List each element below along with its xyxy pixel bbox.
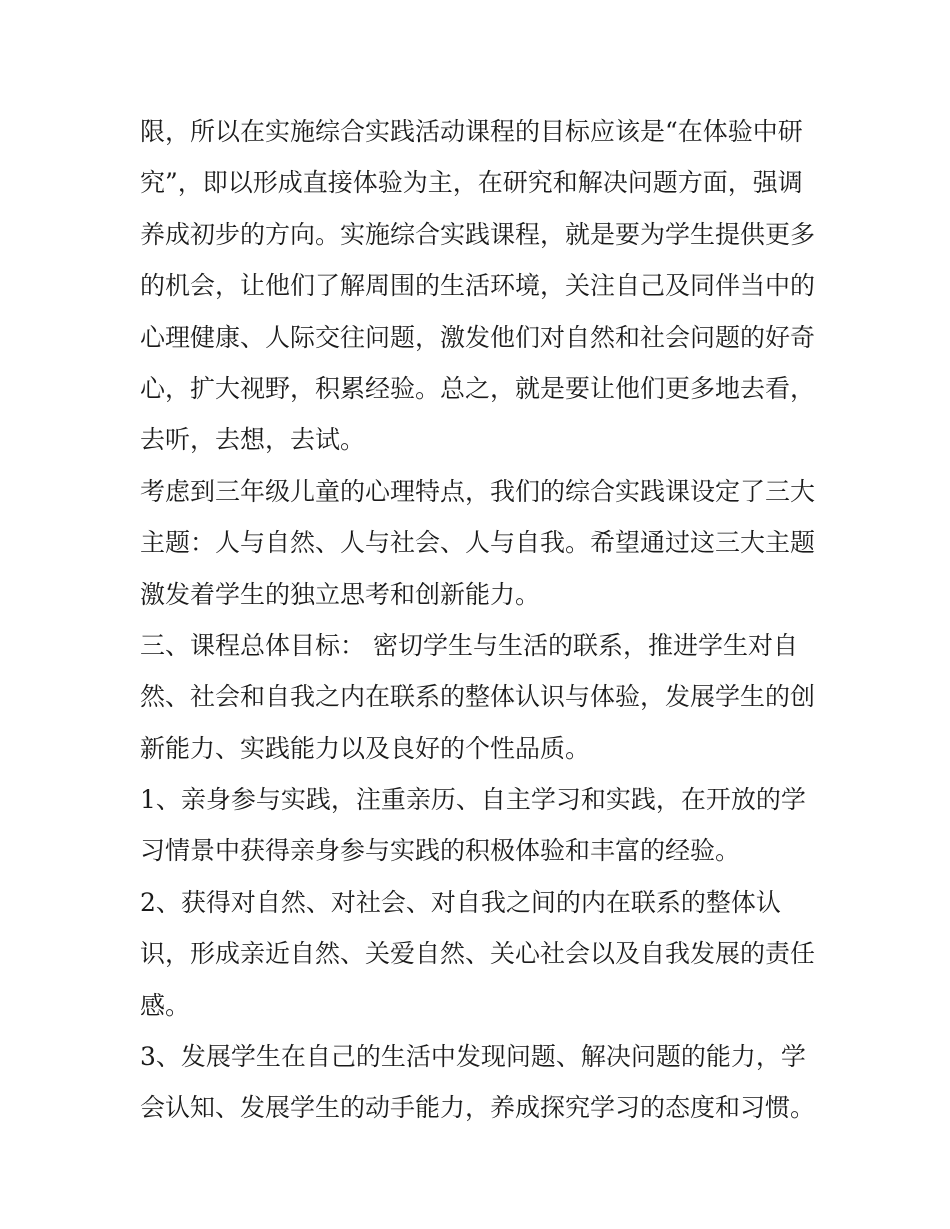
text-line: 主题：人与自然、人与社会、人与自我。希望通过这三大主题 (140, 528, 816, 558)
text-line: 激发着学生的独立思考和创新能力。 (140, 579, 541, 609)
paragraph-overall-objectives (140, 620, 820, 774)
text-line: 养成初步的方向。实施综合实践课程，就是要为学生提供更多 (140, 219, 816, 249)
paragraph-course-goal-explanation (140, 106, 820, 466)
text-line: 然、社会和自我之内在联系的整体认识与体验，发展学生的创 (140, 682, 816, 712)
list-item-objective-1 (140, 774, 820, 877)
text-line: 习情景中获得亲身参与实践的积极体验和丰富的经验。 (140, 836, 741, 866)
paragraph-three-themes (140, 466, 820, 620)
text-line: 去听，去想，去试。 (140, 425, 366, 455)
text-line: 三、课程总体目标： 密切学生与生活的联系，推进学生对自 (140, 630, 798, 660)
text-line: 考虑到三年级儿童的心理特点，我们的综合实践课设定了三大 (140, 476, 816, 506)
text-line: 的机会，让他们了解周围的生活环境，关注自己及同伴当中的 (140, 271, 816, 301)
text-line: 识，形成亲近自然、关爱自然、关心社会以及自我发展的责任 (140, 939, 816, 969)
text-line: 心理健康、人际交往问题，激发他们对自然和社会问题的好奇 (140, 322, 816, 352)
text-line: 3、发展学生在自己的生活中发现问题、解决问题的能力，学 (140, 1042, 806, 1072)
text-line: 1、亲身参与实践，注重亲历、自主学习和实践，在开放的学 (140, 785, 806, 815)
text-line: 2、获得对自然、对社会、对自我之间的内在联系的整体认 (140, 887, 781, 917)
text-line: 心，扩大视野，积累经验。总之，就是要让他们更多地去看， (140, 373, 816, 403)
text-line: 究”，即以形成直接体验为主，在研究和解决问题方面，强调 (140, 168, 803, 198)
text-line: 限，所以在实施综合实践活动课程的目标应该是“在体验中研 (140, 117, 803, 146)
text-line: 新能力、实践能力以及良好的个性品质。 (140, 733, 591, 763)
list-item-objective-3 (140, 1031, 820, 1134)
document-body (140, 106, 820, 1134)
list-item-objective-2 (140, 877, 820, 1031)
text-line: 感。 (140, 990, 191, 1020)
text-line: 会认知、发展学生的动手能力，养成探究学习的态度和习惯。 (140, 1093, 816, 1123)
